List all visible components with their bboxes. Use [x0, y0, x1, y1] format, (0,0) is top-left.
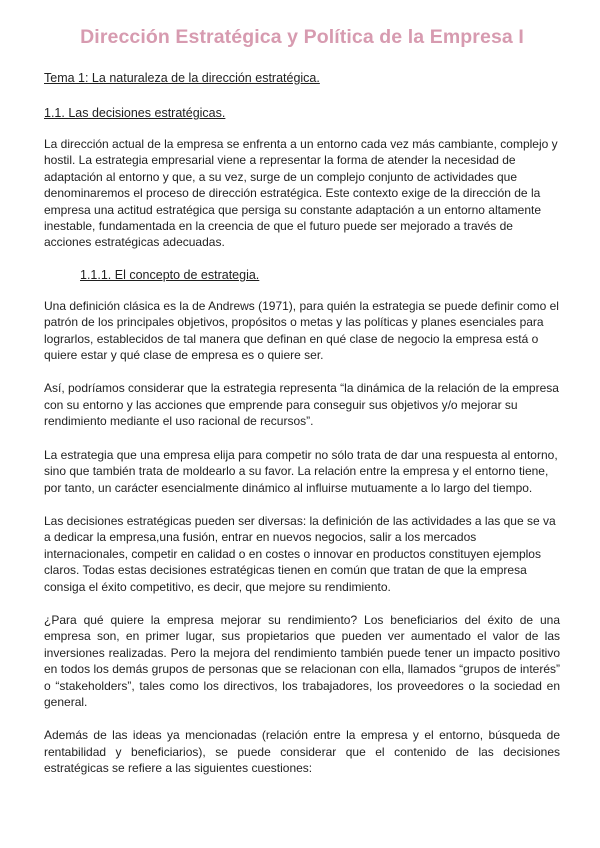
paragraph-intro: La dirección actual de la empresa se enfrenta a un entorno cada vez más cambiante, complejo y hostil. La estrategia empresarial viene a representar la forma de atender la necesidad de adaptación al entorno y que, a su vez, surge de un complejo conjunto de actividades que denominaremos el proceso de dirección estratégica. Este contexto exige de la dirección de la empresa una actitud estratégica que persiga su constante adaptación a un entorno altamente inestable, fundamentada en la creencia de que el futuro puede ser mejorado a través de acciones estratégicas adecuadas.: [44, 137, 558, 250]
paragraph-decision-examples: Las decisiones estratégicas pueden ser diversas: la definición de las actividades a las que se va a dedicar la empresa,una fusión, entrar en nuevos negocios, salir a los mercados internacionales, competir en calidad o en costes o innovar en productos constituyen ejemplos claros. Todas estas decisiones estratégicas tienen en común que tratan de que la empresa consiga el éxito competitivo, es decir, que mejore su rendimiento.: [44, 513, 556, 594]
paragraph-environment: La estrategia que una empresa elija para competir no sólo trata de dar una respuesta al entorno, sino que también trata de moldearlo a su favor. La relación entre la empresa y el entorno tiene, por tanto, un carácter esencialmente dinámico al influirse mutuamente a lo largo del tiempo.: [44, 447, 558, 495]
paragraph-strategy-dynamics: Así, podríamos considerar que la estrategia representa “la dinámica de la relación de la empresa con su entorno y las acciones que emprende para conseguir sus objetivos y/o mejorar su rendimiento mediante el uso racional de recursos”.: [44, 381, 559, 429]
paragraph-andrews-definition: Una definición clásica es la de Andrews (1971), para quién la estrategia se puede definir como el patrón de los principales objetivos, propósitos o metas y las políticas y planes esenciales para lograrlos, establecidos de tal manera que definan en qué clase de negocio la empresa está o quiere estar y qué clase de empresa es o quiere ser.: [44, 298, 559, 363]
section-heading: Tema 1: La naturaleza de la dirección estratégica.: [44, 71, 320, 85]
subsection-heading: 1.1. Las decisiones estratégicas.: [44, 106, 226, 120]
paragraph-content-questions: Además de las ideas ya mencionadas (relación entre la empresa y el entorno, búsqueda de rentabilidad y beneficiarios), se puede considerar que el contenido de las decisiones estratégicas se refiere a las siguientes cuestiones:: [44, 728, 560, 776]
subsubsection-heading: 1.1.1. El concepto de estrategia.: [80, 267, 260, 282]
document-title: Dirección Estratégica y Política de la Empresa I: [80, 26, 524, 48]
paragraph-stakeholders: ¿Para qué quiere la empresa mejorar su rendimiento? Los beneficiarios del éxito de una empresa son, en primer lugar, sus propietarios que pueden ver aumentado el valor de las inversiones realizadas. Pero la mejora del rendimiento también puede tener un impacto positivo en todos los demás grupos de personas que se relacionan con ella, llamados “grupos de interés” o “stakeholders”, tales como los directivos, los trabajadores, los proveedores o la sociedad en general.: [44, 612, 560, 709]
